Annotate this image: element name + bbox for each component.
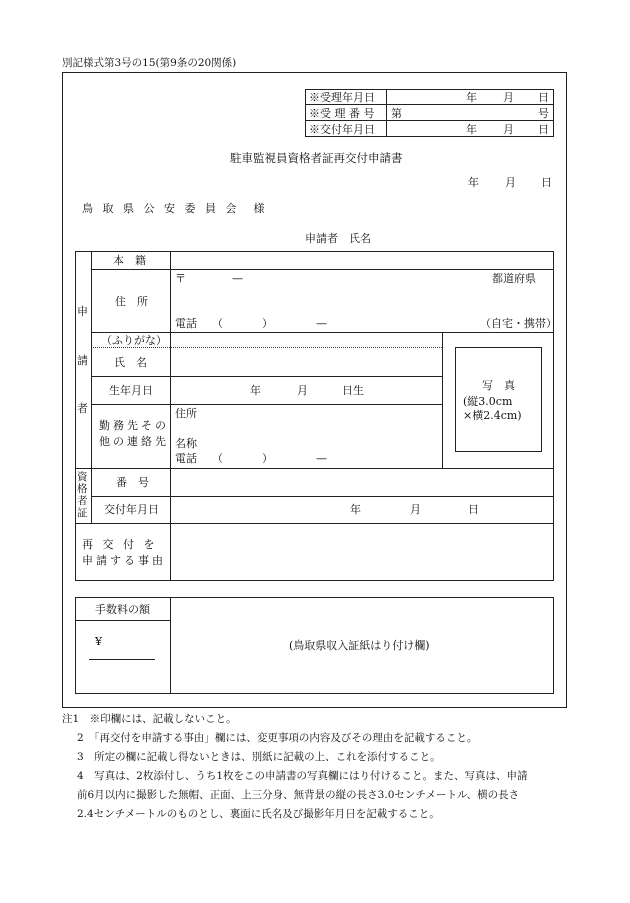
prefecture-suffix: 都道府県 [492, 272, 536, 285]
workplace-phone-label: 電話 [175, 452, 197, 465]
workplace-label-line1: 勤務先その [99, 419, 169, 432]
reason-label-line1: 再 交 付 を [82, 538, 158, 551]
workplace-paren-close: ） [262, 452, 273, 465]
certificate-issue-day: 日 [468, 503, 479, 516]
workplace-paren-open: （ [212, 452, 223, 465]
applicant-name-label: 申請者 氏名 [305, 232, 371, 245]
phone-label: 電話 [175, 317, 197, 330]
addressee: 鳥 取 県 公 安 委 員 会 様 [82, 202, 268, 215]
date-month: 月 [505, 176, 516, 189]
postal-mark: 〒 [175, 272, 186, 285]
furigana-label: （ふりがな） [101, 334, 167, 347]
photo-size-line2: ×横2.4cm) [463, 409, 522, 422]
certificate-section-label-3: 者 [77, 495, 88, 507]
certificate-issue-year: 年 [350, 503, 361, 516]
reason-field[interactable] [172, 526, 550, 578]
certificate-issue-label: 交付年月日 [104, 503, 159, 516]
birth-label: 生年月日 [109, 384, 153, 397]
certificate-section-label-4: 証 [77, 507, 88, 519]
note-3: 3 所定の欄に記載し得ないときは、別紙に記載の上、これを添付すること。 [77, 751, 441, 763]
reason-label-line2: 申請する事由 [82, 554, 166, 567]
issue-date-label: ※交付年月日 [309, 123, 375, 136]
birth-month: 月 [297, 384, 308, 397]
address-label: 住 所 [115, 295, 148, 308]
issue-month: 月 [503, 123, 514, 136]
workplace-address-label: 住所 [175, 407, 197, 420]
honseki-field[interactable] [172, 254, 550, 268]
phone-paren-open: （ [212, 317, 223, 330]
workplace-name-label: 名称 [175, 437, 197, 450]
applicant-section-label-3: 者 [77, 402, 88, 415]
date-year: 年 [468, 176, 479, 189]
phone-type: （自宅・携帯） [480, 317, 557, 330]
applicant-section-label-1: 申 [77, 305, 88, 318]
date-day: 日 [541, 176, 552, 189]
birth-year: 年 [250, 384, 261, 397]
stamp-area-label: (鳥取県収入証紙はり付け欄) [289, 639, 430, 652]
birth-day: 日生 [342, 384, 364, 397]
received-day: 日 [538, 91, 549, 104]
phone-paren-close: ） [262, 317, 273, 330]
name-label: 氏 名 [114, 356, 147, 369]
note-1: 注1 ※印欄には、記載しないこと。 [62, 713, 237, 725]
received-date-label: ※受理年月日 [309, 91, 375, 104]
received-year: 年 [466, 91, 477, 104]
certificate-section-label-2: 格 [77, 483, 88, 495]
note-2: 2 「再交付を申請する事由」欄には、変更事項の内容及びその理由を記載すること。 [77, 732, 478, 744]
workplace-label-line2: 他の連絡先 [99, 435, 169, 448]
number-prefix: 第 [391, 107, 402, 120]
fee-amount-underline [89, 659, 155, 660]
issue-day: 日 [538, 123, 549, 136]
received-number-label: ※受 理 番 号 [309, 107, 375, 120]
workplace-phone-dash: — [316, 452, 327, 465]
fee-label: 手数料の額 [95, 603, 150, 616]
note-4: 4 写真は、2枚添付し、うち1枚をこの申請書の写真欄にはり付けること。また、写真は、申請 [77, 770, 528, 782]
phone-dash: — [316, 317, 327, 330]
number-suffix: 号 [538, 107, 549, 120]
honseki-label: 本 籍 [113, 254, 146, 267]
photo-label: 写 真 [482, 379, 515, 392]
received-month: 月 [503, 91, 514, 104]
form-reference: 別記様式第3号の15(第9条の20関係) [62, 57, 237, 69]
form-title: 駐車監視員資格者証再交付申請書 [230, 151, 403, 165]
certificate-number-field[interactable] [172, 470, 550, 494]
applicant-section-label-2: 請 [77, 354, 88, 367]
furigana-field[interactable] [172, 334, 440, 346]
note-4-cont-1: 前6月以内に撮影した無帽、正面、上三分身、無背景の縦の長さ3.0センチメートル、横の長さ [77, 789, 520, 801]
address-field[interactable] [172, 285, 550, 313]
photo-size-line1: (縦3.0cm [463, 395, 513, 408]
note-4-cont-2: 2.4センチメートルのものとし、裏面に氏名及び撮影年月日を記載すること。 [77, 808, 440, 820]
certificate-issue-month: 月 [410, 503, 421, 516]
issue-year: 年 [466, 123, 477, 136]
postal-dash: — [232, 272, 243, 285]
name-field[interactable] [172, 350, 440, 374]
yen-mark: ¥ [95, 635, 102, 648]
certificate-section-label-1: 資 [77, 471, 88, 483]
certificate-number-label: 番 号 [116, 476, 149, 489]
